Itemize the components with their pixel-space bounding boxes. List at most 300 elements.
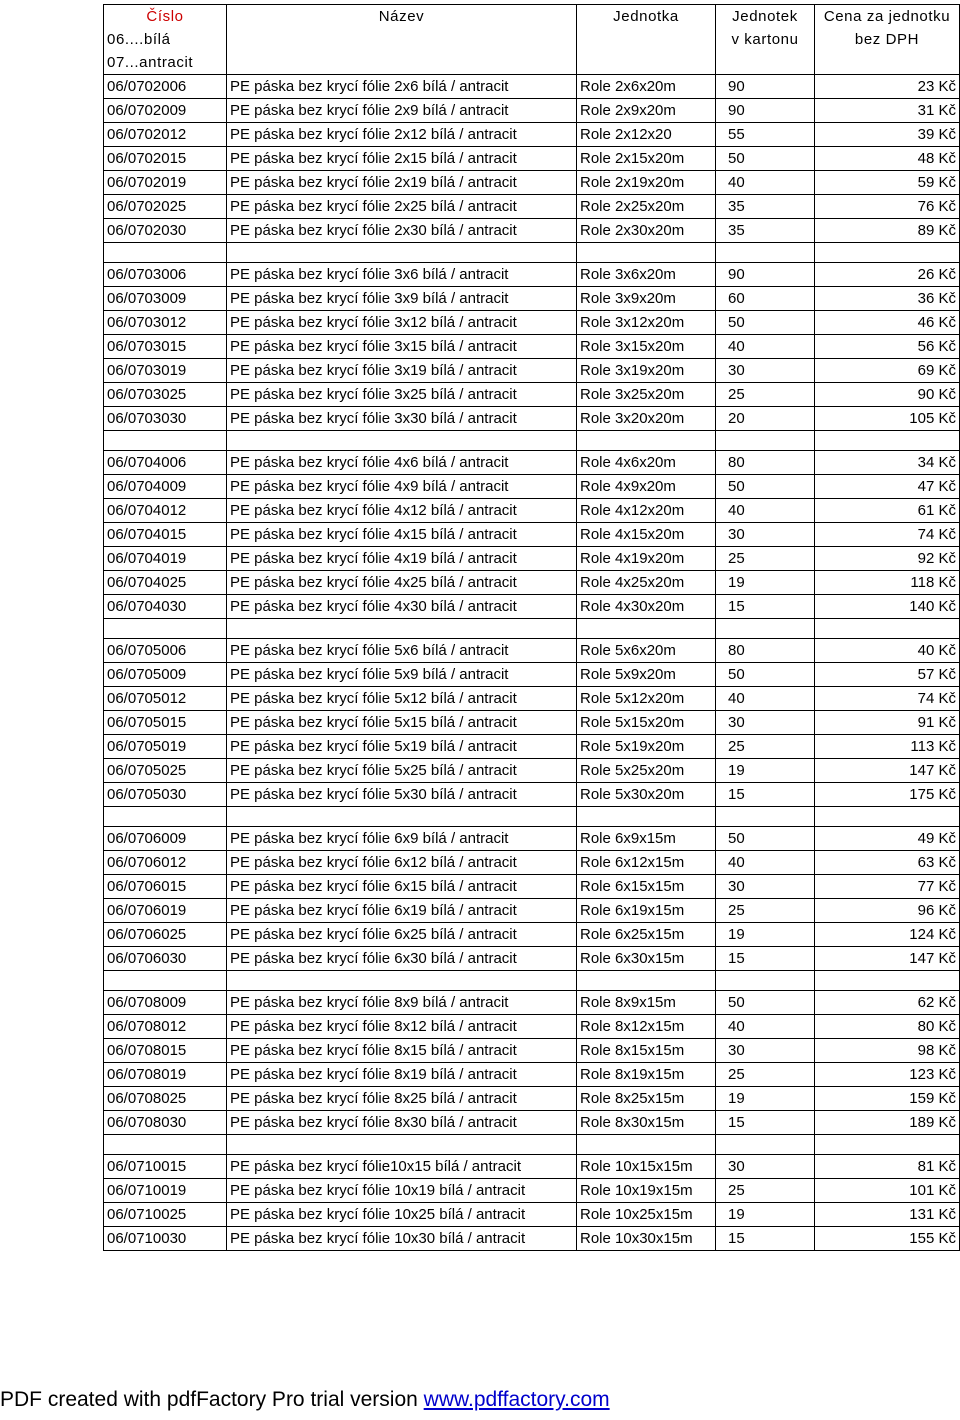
unit-cell: Role 10x15x15m xyxy=(577,1155,716,1179)
empty-cell xyxy=(716,243,815,263)
empty-cell xyxy=(104,243,227,263)
empty-cell xyxy=(815,619,960,639)
carton-qty-cell: 25 xyxy=(716,735,815,759)
table-row xyxy=(104,687,960,711)
product-name-cell: PE páska bez krycí fólie 2x25 bílá / antracit xyxy=(227,195,577,219)
unit-cell: Role 6x30x15m xyxy=(577,947,716,971)
product-name-cell: PE páska bez krycí fólie 3x6 bílá / antracit xyxy=(227,263,577,287)
header-jednotka: Jednotka xyxy=(577,5,716,75)
carton-qty-cell: 19 xyxy=(716,1087,815,1111)
unit-cell: Role 3x12x20m xyxy=(577,311,716,335)
empty-cell xyxy=(716,431,815,451)
footer-link[interactable]: www.pdffactory.com xyxy=(423,1388,610,1411)
unit-cell: Role 4x19x20m xyxy=(577,547,716,571)
unit-cell: Role 3x15x20m xyxy=(577,335,716,359)
price-cell: 124 Kč xyxy=(815,923,960,947)
product-code-cell: 06/0704012 xyxy=(104,499,227,523)
product-name-cell: PE páska bez krycí fólie 6x30 bílá / antracit xyxy=(227,947,577,971)
product-code-cell: 06/0703006 xyxy=(104,263,227,287)
product-name-cell: PE páska bez krycí fólie 4x30 bílá / antracit xyxy=(227,595,577,619)
unit-cell: Role 5x25x20m xyxy=(577,759,716,783)
unit-cell: Role 2x19x20m xyxy=(577,171,716,195)
product-name-cell: PE páska bez krycí fólie 4x19 bílá / antracit xyxy=(227,547,577,571)
price-cell: 40 Kč xyxy=(815,639,960,663)
product-code-cell: 06/0708030 xyxy=(104,1111,227,1135)
unit-cell: Role 10x19x15m xyxy=(577,1179,716,1203)
unit-cell: Role 2x30x20m xyxy=(577,219,716,243)
product-name-cell: PE páska bez krycí fólie 8x15 bílá / antracit xyxy=(227,1039,577,1063)
table-row xyxy=(104,359,960,383)
product-name-cell: PE páska bez krycí fólie 8x9 bílá / antracit xyxy=(227,991,577,1015)
table-row xyxy=(104,195,960,219)
carton-qty-cell: 15 xyxy=(716,947,815,971)
product-name-cell: PE páska bez krycí fólie 5x12 bílá / antracit xyxy=(227,687,577,711)
empty-cell xyxy=(815,431,960,451)
table-row xyxy=(104,171,960,195)
unit-cell: Role 5x30x20m xyxy=(577,783,716,807)
table-row xyxy=(104,827,960,851)
product-name-cell: PE páska bez krycí fólie 3x12 bílá / antracit xyxy=(227,311,577,335)
price-cell: 91 Kč xyxy=(815,711,960,735)
empty-cell xyxy=(227,971,577,991)
header-antracit: 07...antracit xyxy=(104,51,227,75)
product-code-cell: 06/0702019 xyxy=(104,171,227,195)
price-cell: 98 Kč xyxy=(815,1039,960,1063)
product-name-cell: PE páska bez krycí fólie 6x12 bílá / antracit xyxy=(227,851,577,875)
unit-cell: Role 8x12x15m xyxy=(577,1015,716,1039)
unit-cell: Role 2x9x20m xyxy=(577,99,716,123)
carton-qty-cell: 40 xyxy=(716,499,815,523)
price-cell: 113 Kč xyxy=(815,735,960,759)
empty-cell xyxy=(227,807,577,827)
empty-cell xyxy=(227,431,577,451)
price-cell: 118 Kč xyxy=(815,571,960,595)
header-jednotek: Jednotek xyxy=(716,5,815,29)
table-row xyxy=(104,991,960,1015)
price-cell: 147 Kč xyxy=(815,947,960,971)
unit-cell: Role 5x15x20m xyxy=(577,711,716,735)
product-name-cell: PE páska bez krycí fólie 5x19 bílá / antracit xyxy=(227,735,577,759)
table-row xyxy=(104,947,960,971)
product-name-cell: PE páska bez krycí fólie 3x15 bílá / antracit xyxy=(227,335,577,359)
product-code-cell: 06/0704030 xyxy=(104,595,227,619)
table-row xyxy=(104,711,960,735)
product-name-cell: PE páska bez krycí fólie 2x9 bílá / antracit xyxy=(227,99,577,123)
carton-qty-cell: 25 xyxy=(716,383,815,407)
product-code-cell: 06/0708019 xyxy=(104,1063,227,1087)
empty-cell xyxy=(227,243,577,263)
price-table xyxy=(103,4,960,1251)
product-name-cell: PE páska bez krycí fólie 8x30 bílá / antracit xyxy=(227,1111,577,1135)
price-cell: 105 Kč xyxy=(815,407,960,431)
carton-qty-cell: 15 xyxy=(716,783,815,807)
table-row xyxy=(104,663,960,687)
table-row xyxy=(104,383,960,407)
product-code-cell: 06/0706019 xyxy=(104,899,227,923)
price-cell: 92 Kč xyxy=(815,547,960,571)
empty-cell xyxy=(104,807,227,827)
empty-cell xyxy=(716,971,815,991)
table-body xyxy=(104,75,960,1251)
product-name-cell: PE páska bez krycí fólie 5x25 bílá / antracit xyxy=(227,759,577,783)
product-code-cell: 06/0710025 xyxy=(104,1203,227,1227)
product-code-cell: 06/0702006 xyxy=(104,75,227,99)
product-name-cell: PE páska bez krycí fólie 2x6 bílá / antracit xyxy=(227,75,577,99)
table-row xyxy=(104,311,960,335)
product-code-cell: 06/0702012 xyxy=(104,123,227,147)
unit-cell: Role 3x19x20m xyxy=(577,359,716,383)
price-cell: 147 Kč xyxy=(815,759,960,783)
carton-qty-cell: 40 xyxy=(716,335,815,359)
empty-cell xyxy=(716,619,815,639)
product-name-cell: PE páska bez krycí fólie 3x30 bílá / antracit xyxy=(227,407,577,431)
table-row xyxy=(104,75,960,99)
empty-cell xyxy=(577,1135,716,1155)
product-code-cell: 06/0705006 xyxy=(104,639,227,663)
product-name-cell: PE páska bez krycí fólie 6x15 bílá / antracit xyxy=(227,875,577,899)
product-name-cell: PE páska bez krycí fólie 3x9 bílá / antracit xyxy=(227,287,577,311)
header-cislo-label: Číslo xyxy=(146,8,184,25)
separator-row xyxy=(104,971,960,991)
product-code-cell: 06/0706015 xyxy=(104,875,227,899)
product-name-cell: PE páska bez krycí fólie 10x30 bílá / antracit xyxy=(227,1227,577,1251)
table-row xyxy=(104,875,960,899)
unit-cell: Role 8x25x15m xyxy=(577,1087,716,1111)
header-bez-dph: bez DPH xyxy=(815,28,960,75)
unit-cell: Role 3x9x20m xyxy=(577,287,716,311)
carton-qty-cell: 19 xyxy=(716,1203,815,1227)
product-name-cell: PE páska bez krycí fólie 8x12 bílá / antracit xyxy=(227,1015,577,1039)
product-name-cell: PE páska bez krycí fólie 4x6 bílá / antracit xyxy=(227,451,577,475)
price-cell: 74 Kč xyxy=(815,687,960,711)
product-code-cell: 06/0704019 xyxy=(104,547,227,571)
empty-cell xyxy=(227,619,577,639)
table-row xyxy=(104,1203,960,1227)
carton-qty-cell: 30 xyxy=(716,523,815,547)
product-name-cell: PE páska bez krycí fólie 10x25 bílá / antracit xyxy=(227,1203,577,1227)
price-cell: 47 Kč xyxy=(815,475,960,499)
unit-cell: Role 6x12x15m xyxy=(577,851,716,875)
product-code-cell: 06/0704015 xyxy=(104,523,227,547)
product-name-cell: PE páska bez krycí fólie 5x9 bílá / antracit xyxy=(227,663,577,687)
product-name-cell: PE páska bez krycí fólie 6x25 bílá / antracit xyxy=(227,923,577,947)
product-name-cell: PE páska bez krycí fólie 5x6 bílá / antracit xyxy=(227,639,577,663)
pdf-footer xyxy=(0,1388,610,1412)
table-row xyxy=(104,851,960,875)
price-cell: 34 Kč xyxy=(815,451,960,475)
product-code-cell: 06/0706030 xyxy=(104,947,227,971)
header-nazev: Název xyxy=(227,5,577,75)
price-cell: 31 Kč xyxy=(815,99,960,123)
unit-cell: Role 5x12x20m xyxy=(577,687,716,711)
table-row xyxy=(104,523,960,547)
product-code-cell: 06/0702015 xyxy=(104,147,227,171)
product-name-cell: PE páska bez krycí fólie 5x15 bílá / antracit xyxy=(227,711,577,735)
table-row xyxy=(104,547,960,571)
price-cell: 140 Kč xyxy=(815,595,960,619)
unit-cell: Role 5x9x20m xyxy=(577,663,716,687)
price-cell: 36 Kč xyxy=(815,287,960,311)
product-code-cell: 06/0705019 xyxy=(104,735,227,759)
table-row xyxy=(104,571,960,595)
product-name-cell: PE páska bez krycí fólie 4x9 bílá / antracit xyxy=(227,475,577,499)
table-row xyxy=(104,99,960,123)
unit-cell: Role 8x9x15m xyxy=(577,991,716,1015)
table-row xyxy=(104,1179,960,1203)
product-code-cell: 06/0708015 xyxy=(104,1039,227,1063)
unit-cell: Role 4x9x20m xyxy=(577,475,716,499)
header-v-kartonu: v kartonu xyxy=(716,28,815,75)
price-cell: 48 Kč xyxy=(815,147,960,171)
unit-cell: Role 2x25x20m xyxy=(577,195,716,219)
unit-cell: Role 3x20x20m xyxy=(577,407,716,431)
product-name-cell: PE páska bez krycí fólie 8x25 bílá / antracit xyxy=(227,1087,577,1111)
carton-qty-cell: 80 xyxy=(716,639,815,663)
price-cell: 23 Kč xyxy=(815,75,960,99)
carton-qty-cell: 19 xyxy=(716,759,815,783)
carton-qty-cell: 50 xyxy=(716,475,815,499)
product-name-cell: PE páska bez krycí fólie 2x12 bílá / antracit xyxy=(227,123,577,147)
carton-qty-cell: 40 xyxy=(716,687,815,711)
carton-qty-cell: 30 xyxy=(716,359,815,383)
product-code-cell: 06/0704025 xyxy=(104,571,227,595)
price-cell: 96 Kč xyxy=(815,899,960,923)
carton-qty-cell: 25 xyxy=(716,1063,815,1087)
price-cell: 39 Kč xyxy=(815,123,960,147)
carton-qty-cell: 50 xyxy=(716,991,815,1015)
empty-cell xyxy=(577,431,716,451)
carton-qty-cell: 40 xyxy=(716,171,815,195)
unit-cell: Role 5x19x20m xyxy=(577,735,716,759)
carton-qty-cell: 35 xyxy=(716,219,815,243)
product-name-cell: PE páska bez krycí fólie 5x30 bílá / antracit xyxy=(227,783,577,807)
product-code-cell: 06/0708025 xyxy=(104,1087,227,1111)
product-code-cell: 06/0710019 xyxy=(104,1179,227,1203)
product-name-cell: PE páska bez krycí fólie10x15 bílá / antracit xyxy=(227,1155,577,1179)
price-cell: 90 Kč xyxy=(815,383,960,407)
table-row xyxy=(104,1063,960,1087)
table-row xyxy=(104,499,960,523)
price-list-sheet xyxy=(103,4,959,1251)
price-cell: 57 Kč xyxy=(815,663,960,687)
table-row xyxy=(104,783,960,807)
product-code-cell: 06/0706012 xyxy=(104,851,227,875)
unit-cell: Role 8x15x15m xyxy=(577,1039,716,1063)
empty-cell xyxy=(104,971,227,991)
unit-cell: Role 4x30x20m xyxy=(577,595,716,619)
price-cell: 26 Kč xyxy=(815,263,960,287)
carton-qty-cell: 19 xyxy=(716,571,815,595)
carton-qty-cell: 20 xyxy=(716,407,815,431)
product-code-cell: 06/0703019 xyxy=(104,359,227,383)
empty-cell xyxy=(716,807,815,827)
unit-cell: Role 4x6x20m xyxy=(577,451,716,475)
empty-cell xyxy=(227,1135,577,1155)
price-cell: 155 Kč xyxy=(815,1227,960,1251)
product-name-cell: PE páska bez krycí fólie 4x12 bílá / antracit xyxy=(227,499,577,523)
product-code-cell: 06/0708009 xyxy=(104,991,227,1015)
empty-cell xyxy=(104,1135,227,1155)
carton-qty-cell: 90 xyxy=(716,99,815,123)
carton-qty-cell: 50 xyxy=(716,311,815,335)
price-cell: 123 Kč xyxy=(815,1063,960,1087)
unit-cell: Role 2x6x20m xyxy=(577,75,716,99)
product-name-cell: PE páska bez krycí fólie 10x19 bílá / antracit xyxy=(227,1179,577,1203)
product-code-cell: 06/0706025 xyxy=(104,923,227,947)
product-name-cell: PE páska bez krycí fólie 6x19 bílá / antracit xyxy=(227,899,577,923)
carton-qty-cell: 50 xyxy=(716,147,815,171)
unit-cell: Role 10x25x15m xyxy=(577,1203,716,1227)
price-cell: 63 Kč xyxy=(815,851,960,875)
unit-cell: Role 8x30x15m xyxy=(577,1111,716,1135)
price-cell: 80 Kč xyxy=(815,1015,960,1039)
unit-cell: Role 6x15x15m xyxy=(577,875,716,899)
table-row xyxy=(104,219,960,243)
table-header xyxy=(104,5,960,75)
carton-qty-cell: 15 xyxy=(716,595,815,619)
empty-cell xyxy=(104,431,227,451)
product-code-cell: 06/0702025 xyxy=(104,195,227,219)
product-code-cell: 06/0704009 xyxy=(104,475,227,499)
table-row xyxy=(104,759,960,783)
separator-row xyxy=(104,1135,960,1155)
carton-qty-cell: 35 xyxy=(716,195,815,219)
price-cell: 74 Kč xyxy=(815,523,960,547)
table-row xyxy=(104,1039,960,1063)
unit-cell: Role 5x6x20m xyxy=(577,639,716,663)
carton-qty-cell: 30 xyxy=(716,875,815,899)
product-code-cell: 06/0710015 xyxy=(104,1155,227,1179)
header-bila: 06....bílá xyxy=(104,28,227,51)
product-code-cell: 06/0703030 xyxy=(104,407,227,431)
header-cena: Cena za jednotku xyxy=(815,5,960,29)
unit-cell: Role 2x12x20 xyxy=(577,123,716,147)
product-name-cell: PE páska bez krycí fólie 3x19 bílá / antracit xyxy=(227,359,577,383)
carton-qty-cell: 50 xyxy=(716,827,815,851)
price-cell: 46 Kč xyxy=(815,311,960,335)
table-row xyxy=(104,335,960,359)
price-cell: 131 Kč xyxy=(815,1203,960,1227)
product-code-cell: 06/0710030 xyxy=(104,1227,227,1251)
carton-qty-cell: 15 xyxy=(716,1111,815,1135)
carton-qty-cell: 80 xyxy=(716,451,815,475)
product-code-cell: 06/0703015 xyxy=(104,335,227,359)
empty-cell xyxy=(815,807,960,827)
unit-cell: Role 8x19x15m xyxy=(577,1063,716,1087)
empty-cell xyxy=(815,971,960,991)
carton-qty-cell: 40 xyxy=(716,851,815,875)
unit-cell: Role 3x6x20m xyxy=(577,263,716,287)
carton-qty-cell: 15 xyxy=(716,1227,815,1251)
product-name-cell: PE páska bez krycí fólie 8x19 bílá / antracit xyxy=(227,1063,577,1087)
product-name-cell: PE páska bez krycí fólie 4x15 bílá / antracit xyxy=(227,523,577,547)
empty-cell xyxy=(815,243,960,263)
product-name-cell: PE páska bez krycí fólie 6x9 bílá / antracit xyxy=(227,827,577,851)
table-row xyxy=(104,1087,960,1111)
unit-cell: Role 6x9x15m xyxy=(577,827,716,851)
price-cell: 69 Kč xyxy=(815,359,960,383)
separator-row xyxy=(104,807,960,827)
product-name-cell: PE páska bez krycí fólie 4x25 bílá / antracit xyxy=(227,571,577,595)
product-code-cell: 06/0703012 xyxy=(104,311,227,335)
table-row xyxy=(104,1227,960,1251)
unit-cell: Role 6x19x15m xyxy=(577,899,716,923)
price-cell: 189 Kč xyxy=(815,1111,960,1135)
product-name-cell: PE páska bez krycí fólie 2x30 bílá / antracit xyxy=(227,219,577,243)
carton-qty-cell: 30 xyxy=(716,711,815,735)
carton-qty-cell: 55 xyxy=(716,123,815,147)
table-row xyxy=(104,923,960,947)
product-code-cell: 06/0706009 xyxy=(104,827,227,851)
table-row xyxy=(104,263,960,287)
header-cislo xyxy=(104,5,227,29)
table-row xyxy=(104,451,960,475)
product-code-cell: 06/0702030 xyxy=(104,219,227,243)
product-code-cell: 06/0703025 xyxy=(104,383,227,407)
unit-cell: Role 4x12x20m xyxy=(577,499,716,523)
product-code-cell: 06/0705012 xyxy=(104,687,227,711)
product-code-cell: 06/0702009 xyxy=(104,99,227,123)
separator-row xyxy=(104,619,960,639)
price-cell: 49 Kč xyxy=(815,827,960,851)
table-row xyxy=(104,475,960,499)
price-cell: 89 Kč xyxy=(815,219,960,243)
separator-row xyxy=(104,431,960,451)
product-name-cell: PE páska bez krycí fólie 2x15 bílá / antracit xyxy=(227,147,577,171)
table-row xyxy=(104,1111,960,1135)
unit-cell: Role 4x25x20m xyxy=(577,571,716,595)
carton-qty-cell: 90 xyxy=(716,75,815,99)
carton-qty-cell: 40 xyxy=(716,1015,815,1039)
product-code-cell: 06/0703009 xyxy=(104,287,227,311)
price-cell: 59 Kč xyxy=(815,171,960,195)
product-name-cell: PE páska bez krycí fólie 2x19 bílá / antracit xyxy=(227,171,577,195)
product-name-cell: PE páska bez krycí fólie 3x25 bílá / antracit xyxy=(227,383,577,407)
price-cell: 56 Kč xyxy=(815,335,960,359)
carton-qty-cell: 90 xyxy=(716,263,815,287)
empty-cell xyxy=(577,243,716,263)
empty-cell xyxy=(815,1135,960,1155)
separator-row xyxy=(104,243,960,263)
product-code-cell: 06/0705025 xyxy=(104,759,227,783)
table-row xyxy=(104,123,960,147)
empty-cell xyxy=(104,619,227,639)
price-cell: 61 Kč xyxy=(815,499,960,523)
table-row xyxy=(104,595,960,619)
table-row xyxy=(104,1155,960,1179)
price-cell: 76 Kč xyxy=(815,195,960,219)
price-cell: 81 Kč xyxy=(815,1155,960,1179)
price-cell: 159 Kč xyxy=(815,1087,960,1111)
table-row xyxy=(104,899,960,923)
product-code-cell: 06/0704006 xyxy=(104,451,227,475)
table-row xyxy=(104,147,960,171)
product-code-cell: 06/0705015 xyxy=(104,711,227,735)
unit-cell: Role 3x25x20m xyxy=(577,383,716,407)
empty-cell xyxy=(577,619,716,639)
product-code-cell: 06/0705030 xyxy=(104,783,227,807)
footer-text: PDF created with pdfFactory Pro trial version xyxy=(0,1388,424,1411)
carton-qty-cell: 19 xyxy=(716,923,815,947)
price-cell: 62 Kč xyxy=(815,991,960,1015)
carton-qty-cell: 25 xyxy=(716,899,815,923)
empty-cell xyxy=(577,807,716,827)
price-cell: 77 Kč xyxy=(815,875,960,899)
carton-qty-cell: 30 xyxy=(716,1155,815,1179)
unit-cell: Role 4x15x20m xyxy=(577,523,716,547)
carton-qty-cell: 50 xyxy=(716,663,815,687)
table-row xyxy=(104,1015,960,1039)
